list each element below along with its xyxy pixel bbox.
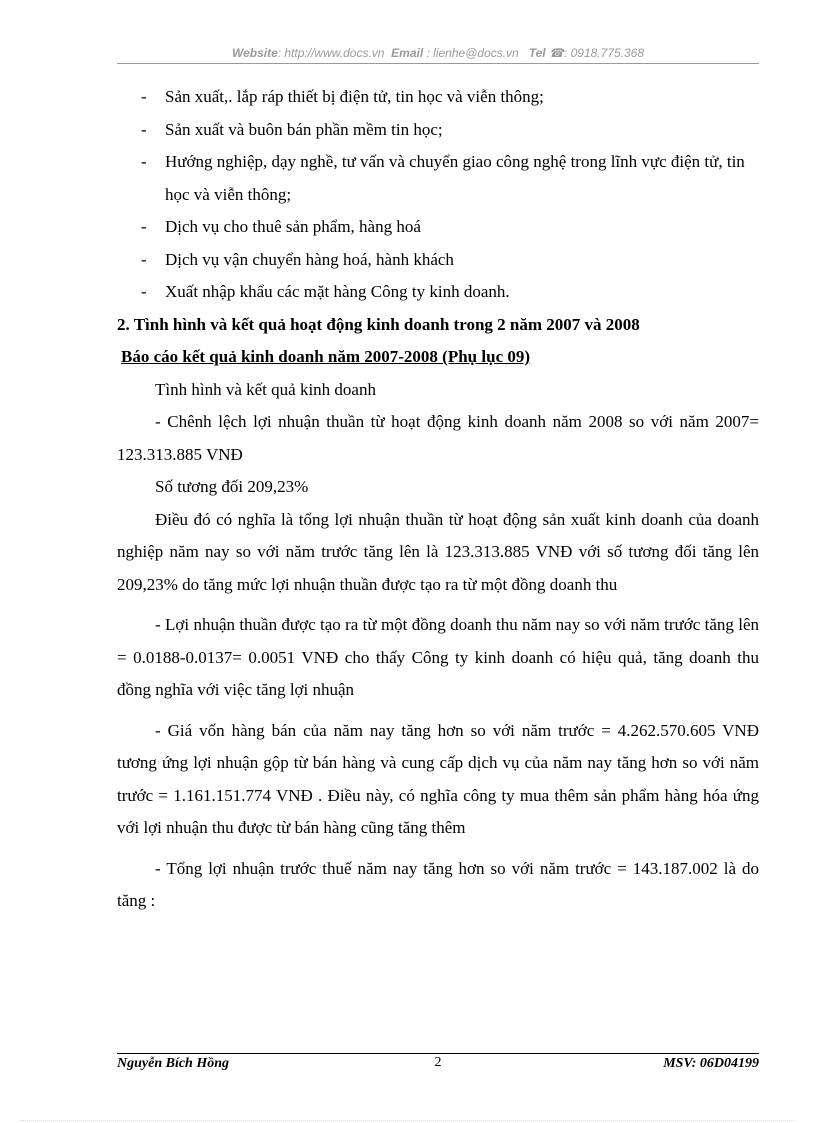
website-label: Website bbox=[231, 46, 278, 60]
paragraph: - Tổng lợi nhuận trước thuế năm nay tăng hơn so với năm trước = 143.187.002 là do tăng : bbox=[117, 858, 759, 910]
tel-label: Tel bbox=[528, 46, 546, 60]
email-label: Email bbox=[391, 46, 424, 60]
bullet-text: Sản xuất và buôn bán phần mềm tin học; bbox=[165, 119, 443, 139]
document-body bbox=[117, 81, 759, 918]
bullet-dash: - bbox=[141, 87, 147, 106]
bullet-item bbox=[117, 211, 759, 244]
bullet-dash: - bbox=[141, 119, 147, 139]
bullet-text: Dịch vụ cho thuê sản phẩm, hàng hoá bbox=[165, 217, 421, 236]
bullet-dash: - bbox=[141, 249, 147, 269]
paragraph: - Chênh lệch lợi nhuận thuần từ hoạt động kinh doanh năm 2008 so với năm 2007= 123.313.885 VNĐ bbox=[117, 412, 759, 464]
bullet-text: Xuất nhập khẩu các mặt hàng Công ty kinh doanh. bbox=[165, 282, 510, 301]
bullet-dash: - bbox=[141, 282, 147, 301]
bullet-dash: - bbox=[141, 152, 147, 171]
paragraph: Tình hình và kết quả kinh doanh bbox=[155, 379, 376, 399]
footer-rule bbox=[117, 1053, 759, 1054]
page-footer bbox=[117, 1056, 759, 1076]
website-value: : http://www.docs.vn bbox=[277, 46, 385, 60]
page-header bbox=[117, 46, 759, 64]
bullet-text: Dịch vụ vận chuyển hàng hoá, hành khách bbox=[165, 249, 454, 269]
bottom-divider bbox=[20, 1120, 796, 1121]
footer-student-id: MSV: 06D04199 bbox=[663, 1056, 759, 1071]
bullet-item bbox=[117, 276, 759, 309]
bullet-text: Sản xuất,. lắp ráp thiết bị điện tử, tin học và viễn thông; bbox=[165, 87, 544, 106]
page-number: 2 bbox=[434, 1055, 442, 1070]
bullet-item bbox=[117, 81, 759, 114]
bullet-text: Hướng nghiệp, dạy nghề, tư vấn và chuyển giao công nghệ trong lĩnh vực điện tử, tin học và viễn thông; bbox=[165, 152, 745, 204]
paragraph: Điều đó có nghĩa là tổng lợi nhuận thuần từ hoạt động sản xuất kinh doanh của doanh nghiệp năm nay so với năm trước tăng lên là 123.313.885 VNĐ với số tương đối tăng lên 209,23% do tăng mức lợi nhuận thuần được tạo ra từ một đồng doanh thu bbox=[117, 509, 759, 594]
paragraph: - Giá vốn hàng bán của năm nay tăng hơn so với năm trước = 4.262.570.605 VNĐ tương ứng lợi nhuận gộp từ bán hàng và cung cấp dịch vụ của năm nay tăng hơn so với năm trước = 1.161.151.774 VNĐ . Điều này, có nghĩa công ty mua thêm sản phẩm hàng hóa ứng với lợi nhuận thu được từ bán hàng cũng tăng thêm bbox=[117, 720, 759, 837]
footer-author: Nguyễn Bích Hồng bbox=[117, 1056, 230, 1071]
email-value: : lienhe@docs.vn bbox=[426, 46, 519, 60]
section-heading: 2. Tình hình và kết quả hoạt động kinh doanh trong 2 năm 2007 và 2008 bbox=[117, 314, 640, 334]
bullet-dash: - bbox=[141, 217, 147, 236]
paragraph: - Lợi nhuận thuần được tạo ra từ một đồng doanh thu năm nay so với năm trước tăng lên = 0.0188-0.0137= 0.0051 VNĐ cho thấy Công ty kinh doanh có hiệu quả, tăng doanh thu đồng nghĩa với việc tăng lợi nhuận bbox=[117, 615, 759, 699]
bullet-item bbox=[117, 244, 759, 277]
paragraph: Số tương đối 209,23% bbox=[155, 477, 309, 496]
bullet-item bbox=[117, 114, 759, 147]
bullet-item bbox=[117, 146, 759, 211]
report-subheading: Báo cáo kết quả kinh doanh năm 2007-2008 (Phụ lục 09) bbox=[121, 347, 531, 366]
tel-value: ☎: 0918.775.368 bbox=[549, 46, 645, 60]
